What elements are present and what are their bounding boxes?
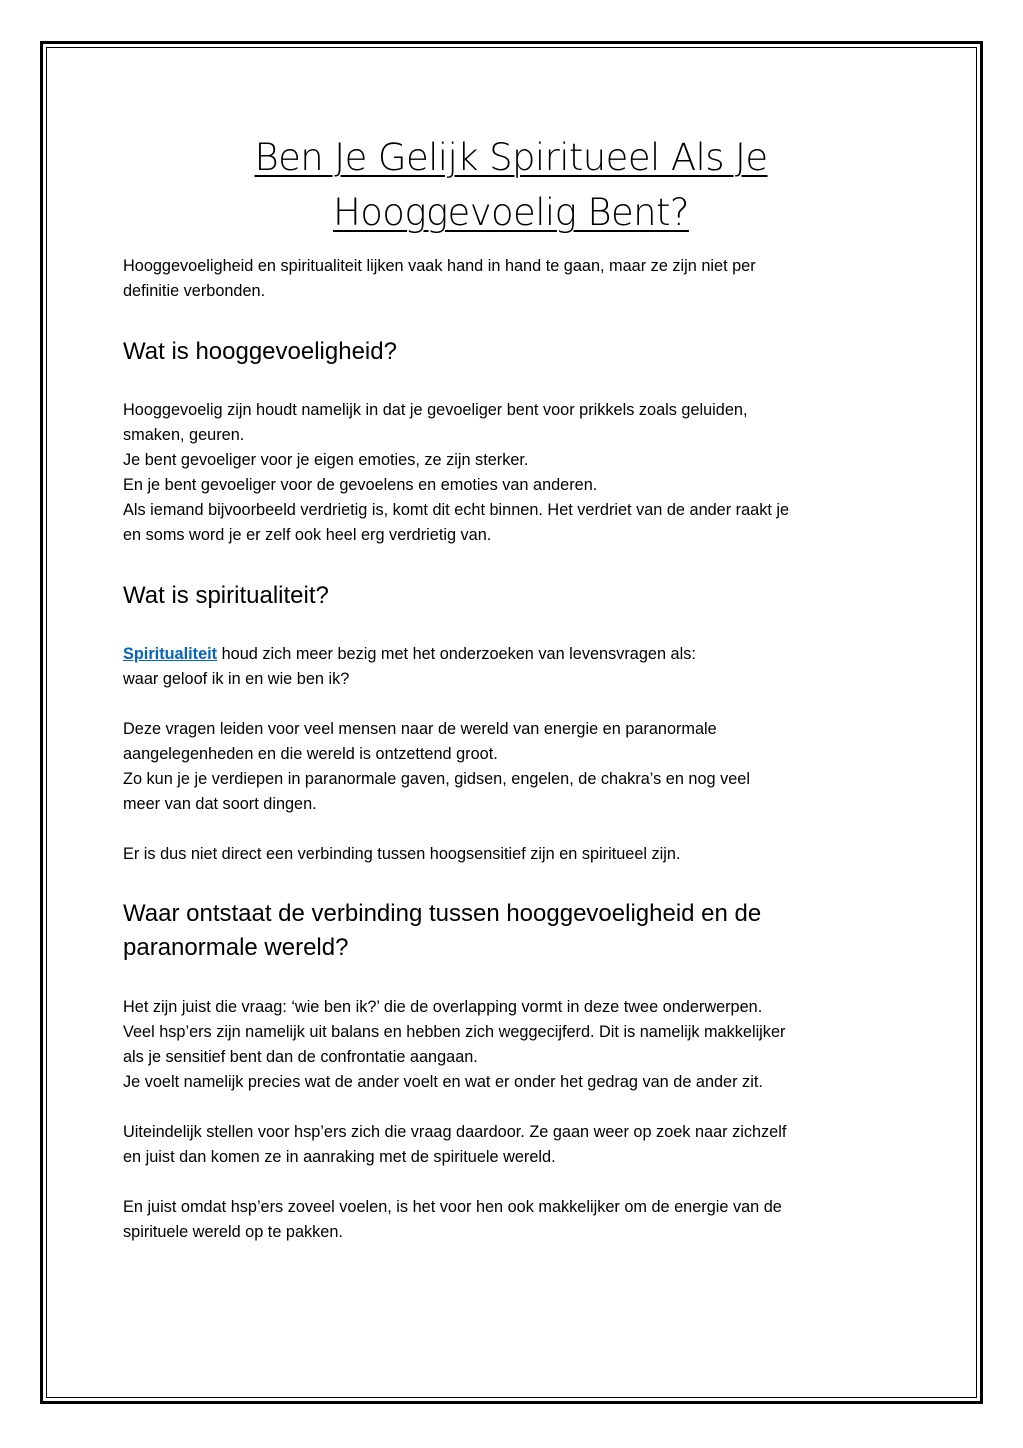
section3-p3-line-2: spirituele wereld op te pakken.	[123, 1223, 343, 1241]
intro-line-2: definitie verbonden.	[123, 282, 266, 300]
section2-line-1-rest: houd zich meer bezig met het onderzoeken van levensvragen als:	[217, 645, 696, 663]
section3-paragraph-3	[123, 1195, 913, 1245]
section1-line-2: smaken, geuren.	[123, 426, 245, 444]
section1-line-3: Je bent gevoeliger voor je eigen emoties, ze zijn sterker.	[123, 451, 529, 469]
section1-line-6: en soms word je er zelf ook heel erg verdrietig van.	[123, 526, 492, 544]
section3-p2-line-2: en juist dan komen ze in aanraking met de spirituele wereld.	[123, 1148, 556, 1166]
document-body	[123, 130, 913, 1245]
section2-p2-line-1: Deze vragen leiden voor veel mensen naar de wereld van energie en paranormale	[123, 720, 717, 738]
section2-p2-line-4: meer van dat soort dingen.	[123, 795, 317, 813]
section3-p1-line-2: Veel hsp’ers zijn namelijk uit balans en hebben zich weggecijferd. Dit is namelijk makkelijker	[123, 1023, 786, 1041]
section1-paragraph	[123, 398, 913, 548]
page-title	[123, 130, 899, 240]
section2-p2-line-2: aangelegenheden en die wereld is ontzettend groot.	[123, 745, 498, 763]
heading-verbinding-line-1: Waar ontstaat de verbinding tussen hooggevoeligheid en de	[123, 900, 762, 927]
intro-paragraph	[123, 254, 913, 304]
section2-paragraph-3: Er is dus niet direct een verbinding tussen hoogsensitief zijn en spiritueel zijn.	[123, 845, 681, 863]
section2-paragraph-2	[123, 717, 913, 817]
heading-verbinding	[123, 897, 913, 965]
section1-line-1: Hooggevoelig zijn houdt namelijk in dat je gevoeliger bent voor prikkels zoals geluiden,	[123, 401, 748, 419]
section2-line-2: waar geloof ik in en wie ben ik?	[123, 670, 350, 688]
intro-line-1: Hooggevoeligheid en spiritualiteit lijken vaak hand in hand te gaan, maar ze zijn niet per	[123, 257, 756, 275]
spiritualiteit-link[interactable]: Spiritualiteit	[123, 645, 218, 663]
heading-hooggevoeligheid: Wat is hooggevoeligheid?	[123, 338, 397, 365]
section2-paragraph-1	[123, 642, 913, 692]
section3-paragraph-2	[123, 1120, 913, 1170]
section1-line-5: Als iemand bijvoorbeeld verdrietig is, komt dit echt binnen. Het verdriet van de ander raakt je	[123, 501, 790, 519]
section1-line-4: En je bent gevoeliger voor de gevoelens en emoties van anderen.	[123, 476, 598, 494]
section3-paragraph-1	[123, 995, 913, 1095]
section3-p2-line-1: Uiteindelijk stellen voor hsp’ers zich die vraag daardoor. Ze gaan weer op zoek naar zichzelf	[123, 1123, 787, 1141]
heading-spiritualiteit: Wat is spiritualiteit?	[123, 582, 329, 609]
title-line-1: Ben Je Gelijk Spiritueel Als Je	[254, 136, 768, 179]
section3-p1-line-3: als je sensitief bent dan de confrontatie aangaan.	[123, 1048, 478, 1066]
section3-p3-line-1: En juist omdat hsp’ers zoveel voelen, is het voor hen ook makkelijker om de energie van de	[123, 1198, 782, 1216]
section3-p1-line-1: Het zijn juist die vraag: ‘wie ben ik?’ die de overlapping vormt in deze twee onderwerpen.	[123, 998, 763, 1016]
section2-p2-line-3: Zo kun je je verdiepen in paranormale gaven, gidsen, engelen, de chakra’s en nog veel	[123, 770, 750, 788]
title-line-2: Hooggevoelig Bent?	[333, 191, 689, 234]
heading-verbinding-line-2: paranormale wereld?	[123, 934, 349, 961]
section3-p1-line-4: Je voelt namelijk precies wat de ander voelt en wat er onder het gedrag van de ander zit.	[123, 1073, 763, 1091]
